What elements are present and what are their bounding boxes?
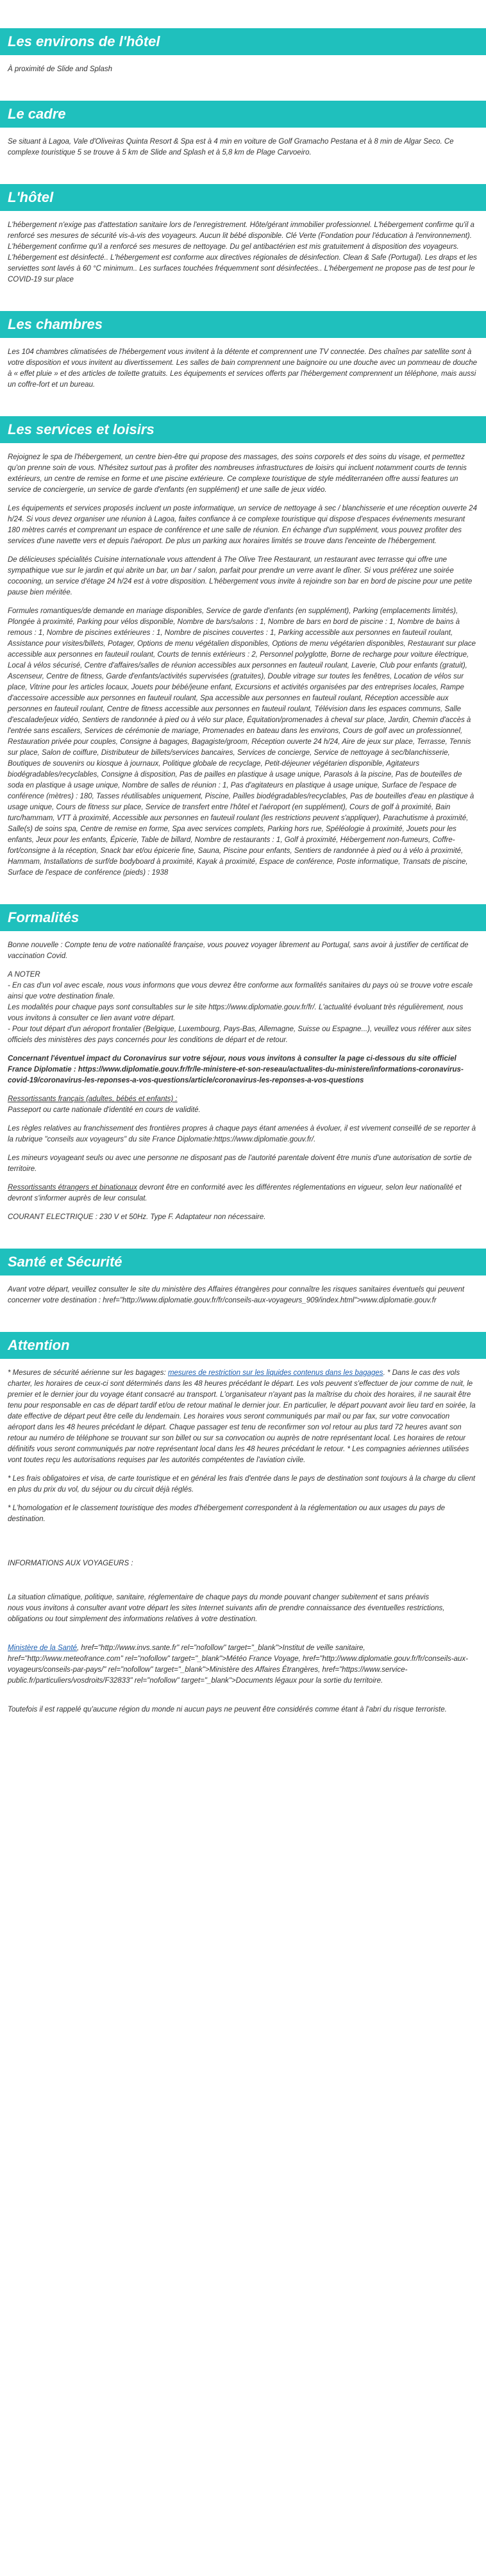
ministere-sante-link[interactable]: Ministère de la Santé	[8, 1644, 78, 1652]
attention-situation	[8, 1592, 478, 1625]
attention-homologation: * L'homologation et le classement touristique des modes d'hébergement correspondent à la réglementation ou aux usages du pays de destination.	[8, 1504, 446, 1523]
cadre-text: Se situant à Lagoa, Vale d'Oliveiras Quinta Resort & Spa est à 4 min en voiture de Golf Gramacho Pestana et à 8 min de Algar Seco. Ce complexe touristique 5 se trouve à 5 km de Slide and Splash et à 5,8 km de Plage Carvoeiro.	[8, 138, 454, 156]
situation-line1: La situation climatique, politique, sanitaire, réglementaire de chaque pays du monde pouvant changer subitement et sans préavis	[8, 1594, 430, 1601]
services-paragraph-restaurant: De délicieuses spécialités Cuisine internationale vous attendent à The Olive Tree Restaurant, un restaurant avec terrasse qui offre une sympathique vue sur le jardin et qui abrite un bar, un bar / salon, parfait pour prendre un verre avant le dîner. Si vous préférez une soirée cocooning, un service d'étage 24 h/24 est à votre disposition. L'hébergement vous invite à rejoindre son bar en bord de piscine pour une petite pause bien méritée.	[8, 556, 473, 596]
attention-mesures	[8, 1368, 478, 1466]
section-heading-chambres: Les chambres	[0, 311, 486, 338]
environs-text: À proximité de Slide and Splash	[8, 65, 113, 73]
mesures-prefix: * Mesures de sécurité aérienne sur les bagages:	[8, 1369, 168, 1377]
section-heading-cadre: Le cadre	[0, 101, 486, 128]
liens-text: , href="http://www.invs.sante.fr" rel="nofollow" target="_blank">Institut de veille sanitaire, href="http://www.meteofrance.com" rel="nofollow" target="_blank">Météo France Voyage, href="http://www.diplomatie.gouv.fr/fr/conseils-aux-voyageurs/conseils-par-pays/" rel="nofollow" target="_blank">Ministère des Affaires Étrangères, href="https://www.service-public.fr/particuliers/vosdroits/F32833" rel="nofollow" target="_blank">Documents légaux pour la sortie du territoire.	[8, 1644, 468, 1685]
hotel-text: L'hébergement n'exige pas d'attestation sanitaire lors de l'enregistrement. Hôte/gérant immobilier professionnel. L'hébergement confirme qu'il a renforcé ses mesures de sécurité vis-à-vis des voyageurs. Aucun lit bébé disponible. Clé Verte (Fondation pour l'éducation à l'environnement). L'hébergement confirme qu'il a renforcé ses mesures de nettoyage. Du gel antibactérien est mis gratuitement à disposition des voyageurs. L'hébergement est désinfecté.. L'hébergement est conforme aux directives régionales de désinfection. Clean & Safe (Portugal). Les draps et les serviettes sont lavés à 60 °C minimum.. Les surfaces touchées fréquemment sont désinfectées.. L'hébergement ne propose pas de test pour le COVID-19 sur place	[8, 221, 477, 283]
section-heading-environs: Les environs de l'hôtel	[0, 28, 486, 55]
coronavirus-text: Concernant l'éventuel impact du Coronavirus sur votre séjour, nous vous invitons à consulter la page ci-dessous du site officiel France Diplomatie : https://www.diplomatie.gouv.fr/fr/le-ministere-et-son-reseau/actualites-du-ministere/informations-coronavirus-covid-19/coronavirus-les-reponses-a-vos-questions/article/coronavirus-les-reponses-a-vos-questions	[8, 1055, 464, 1084]
services-paragraph-spa: Rejoignez le spa de l'hébergement, un centre bien-être qui propose des massages, des soins corporels et des soins du visage, et permettez qu'on prenne soin de vous. N'hésitez surtout pas à profiter des nombreuses infrastructures de loisirs qui incluent notamment courts de tennis extérieurs, un centre de remise en forme et une piscine extérieure. Ce complexe touristique de style méditerranéen offre aussi features un service de conciergerie, un service de garde d'enfants (en supplément) et une salle de jeux vidéo.	[8, 453, 467, 494]
services-paragraph-equipements: Les équipements et services proposés incluent un poste informatique, un service de nettoyage à sec / blanchisserie et une réception ouverte 24 h/24. Si vous devez organiser une réunion à Lagoa, faites confiance à ce complexe touristique qui dispose d'espaces événements mesurant 180 mètres carrés et comprenant un espace de conférence et une salle de réunion. En échange d'un supplément, vous pouvez profiter des services d'une navette vers et depuis l'aéroport. De plus un parking aux horaires limités se trouve dans l'enceinte de l'hébergement.	[8, 505, 477, 545]
note-title: A NOTER	[8, 971, 40, 979]
formalites-coronavirus	[8, 1054, 478, 1086]
ressortissants-francais-text: Passeport ou carte nationale d'identité en cours de validité.	[8, 1106, 201, 1114]
chambres-text: Les 104 chambres climatisées de l'hébergement vous invitent à la détente et comprennent une TV connectée. Des chaînes par satellite sont à votre disposition et vous invitent au divertissement. Les salles de bain comprennent une baignoire ou une douche avec un pommeau de douche à « effet pluie » et des articles de toilette gratuits. Les équipements et services offerts par l'hébergement comprennent un téléphone, mais aussi un coffre-fort et un bureau.	[8, 348, 477, 389]
attention-informations-heading: INFORMATIONS AUX VOYAGEURS :	[8, 1560, 133, 1567]
formalites-etrangers	[8, 1183, 478, 1204]
attention-liens	[8, 1643, 478, 1687]
attention-frais: * Les frais obligatoires et visa, de carte touristique et en général les frais d'entrée dans le pays de destination sont toujours à la charge du client en plus du prix du vol, du séjour ou du circuit déjà réglés.	[8, 1475, 476, 1494]
section-heading-hotel: L'hôtel	[0, 184, 486, 211]
situation-line2: nous vous invitons à consulter avant votre départ les sites Internet suivants afin de prendre connaissance des éventuelles restrictions, obligations ou tout simplement des informations relatives à votre destination.	[8, 1604, 445, 1623]
section-heading-sante: Santé et Sécurité	[0, 1249, 486, 1275]
formalites-courant: COURANT ELECTRIQUE : 230 V et 50Hz. Type F. Adaptateur non nécessaire.	[8, 1213, 266, 1221]
sante-text: Avant votre départ, veuillez consulter le site du ministère des Affaires étrangères pour connaître les risques sanitaires éventuels qui peuvent concerner votre destination : href="http://www.diplomatie.gouv.fr/fr/conseils-aux-voyageurs_909/index.html">www.diplomatie.gouv.fr	[8, 1286, 465, 1304]
services-paragraph-amenities-list: Formules romantiques/de demande en mariage disponibles, Service de garde d'enfants (en supplément), Parking (emplacements limités), Plongée à proximité, Parking pour vélos disponible, Nombre de bars/salons : 1, Nombre de bars en bord de piscine : 1, Nombre de bains à remous : 1, Nombre de piscines extérieures : 1, Nombre de piscines couvertes : 1, Parking accessible aux personnes en fauteuil roulant, Assistance pour visites/billets, Potager, Options de menu végétalien disponibles, Options de menu végétarien disponibles, Restaurant sur place accessible aux personnes en fauteuil roulant, Courts de tennis extérieurs : 2, Personnel polyglotte, Borne de recharge pour voiture électrique, Local à vélos sécurisé, Centre d'affaires/salles de réunion accessibles aux personnes en fauteuil roulant, Laverie, Club pour enfants (gratuit), Ascenseur, Centre de fitness, Garde d'enfants/activités supervisées (gratuites), Double vitrage sur toutes les fenêtres, Location de vélos sur place, Vitrine pour les articles locaux, Jouets pour bébé/jeune enfant, Excursions et activités organisées par des entreprises locales, Rampe d'accessoire accessible aux personnes en fauteuil roulant, Spa accessible aux personnes en fauteuil roulant, Réception accessible aux personnes en fauteuil roulant, Centre de fitness accessible aux personnes en fauteuil roulant, Télévision dans les espaces communs, Salle d'escalade/jeux vidéo, Sentiers de randonnée à pied ou à vélo sur place, Équitation/promenades à cheval sur place, Jardin, Chemin d'accès à l'entrée sans escaliers, Services de cérémonie de mariage, Promenades en bateau dans les environs, Cours de golf avec un professionnel, Restauration privée pour couples, Consigne à bagages, Bagagiste/groom, Réception ouverte 24 h/24, Aire de jeux sur place, Terrasse, Tennis sur place, Salon de coiffure, Distributeur de billets/services bancaires, Services de concierge, Service de nettoyage à sec/blanchisserie, Boutiques de souvenirs ou kiosque à journaux, Politique globale de recyclage, Petit-déjeuner végétarien disponible, Agitateurs biodégradables/recyclables, Consigne à disposition, Pas de pailles en plastique à usage unique, Parasols à la piscine, Pas de bouteilles de soda en plastique à usage unique, Nombre de salles de réunion : 1, Pas d'agitateurs en plastique à usage unique, Surface de l'espace de conférence (mètres) : 180, Tasses réutilisables uniquement, Piscine, Pailles biodégradables/recyclables, Pas de bouteilles d'eau en plastique à usage unique, Cours de fitness sur place, Service de transfert entre l'hôtel et l'aéroport (en supplément), Cours de golf à proximité, Bain turc/hammam, VTT à proximité, Accessible aux personnes en fauteuil roulant (les restrictions peuvent s'appliquer), Parachutisme à proximité, Salle(s) de soins spa, Centre de remise en forme, Spa avec services complets, Parking hors rue, Spéléologie à proximité, Jouets pour les enfants, Jeux pour les enfants, Épicerie, Table de billard, Nombre de restaurants : 1, Golf à proximité, Hébergement non-fumeurs, Coffre-fort/consigne à la réception, Snack bar et/ou épicerie fine, Sauna, Piscine pour enfants, Sentiers de randonnée à pied ou à vélo à proximité, Hammam, Installations de surf/de bodyboard à proximité, Kayak à proximité, Espace de conférence, Poste informatique, Transats de piscine, Surface de l'espace de conférence (pieds) : 1938	[8, 607, 476, 877]
note-frontalier: - Pour tout départ d'un aéroport frontalier (Belgique, Luxembourg, Pays-Bas, Allemagne, Suisse ou Espagne...), veuillez vous référer aux sites officiels des ministères des pays concernés pour les conditions de départ et de retour.	[8, 1025, 471, 1044]
formalites-mineurs: Les mineurs voyageant seuls ou avec une personne ne disposant pas de l'autorité parentale doivent être munis d'une autorisation de sortie de territoire.	[8, 1154, 472, 1173]
attention-terrorisme: Toutefois il est rappelé qu'aucune région du monde ni aucun pays ne peuvent être considérés comme étant à l'abri du risque terroriste.	[8, 1706, 447, 1713]
section-heading-services: Les services et loisirs	[0, 416, 486, 443]
etrangers-heading: Ressortissants étrangers et binationaux	[8, 1184, 137, 1191]
formalites-intro: Bonne nouvelle : Compte tenu de votre nationalité française, vous pouvez voyager librement au Portugal, sans avoir à justifier de certificat de vaccination Covid.	[8, 941, 469, 960]
note-escale: - En cas d'un vol avec escale, nous vous informons que vous devrez être conforme aux formalités sanitaires du pays où se trouve votre escale ainsi que votre destination finale.	[8, 982, 473, 1000]
liquides-restriction-link[interactable]: mesures de restriction sur les liquides contenus dans les bagages	[167, 1369, 383, 1377]
formalites-ressortissants-francais	[8, 1094, 478, 1116]
ressortissants-francais-heading: Ressortissants français (adultes, bébés et enfants) :	[8, 1095, 178, 1103]
section-heading-formalites: Formalités	[0, 904, 486, 931]
note-modalites: Les modalités pour chaque pays sont consultables sur le site https://www.diplomatie.gouv.fr/fr/. L'actualité évoluant très régulièrement, nous vous invitons à consulter ce lien avant votre départ.	[8, 1004, 464, 1022]
formalites-note	[8, 970, 478, 1046]
etrangers-text: devront être en conformité avec les différentes réglementations en vigueur, selon leur nationalité et devront s'informer auprès de leur consulat.	[8, 1184, 462, 1202]
mesures-text: . * Dans le cas des vols charter, les horaires de ceux-ci sont déterminés dans les 48 heures précédant le départ. Les vols peuvent s'effectuer de jour comme de nuit, le premier et le dernier jour du voyage étant consacré au transport. L'organisateur n'ayant pas la maîtrise du choix des horaires, il ne saurait être tenu pour responsable en cas de départ tardif et/ou de retour matinal le dernier jour. En particulier, le départ pouvant avoir lieu tard en soirée, la date effective de départ peut être celle du lendemain. Les horaires vous seront communiqués par mail ou par fax, sur votre convocation aéroport dans les 48 heures précédant le départ. Chaque passager est tenu de reconfirmer son vol retour au plus tard 72 heures avant son retour au numéro de téléphone se trouvant sur son billet ou sur sa convocation ou auprès de notre représentant local. Les horaires de retour définitifs vous seront communiqués par notre représentant local dans les 48 heures précédant le retour. * Les compagnies aériennes utilisées vont toutes reçu les autorisations requises par les autorités compétentes de l'aviation civile.	[8, 1369, 476, 1464]
formalites-regles: Les règles relatives au franchissement des frontières propres à chaque pays étant amenées à évoluer, il est vivement conseillé de se reporter à la rubrique "conseils aux voyageurs" du site France Diplomatie:https://www.diplomatie.gouv.fr/.	[8, 1125, 476, 1143]
section-heading-attention: Attention	[0, 1332, 486, 1359]
